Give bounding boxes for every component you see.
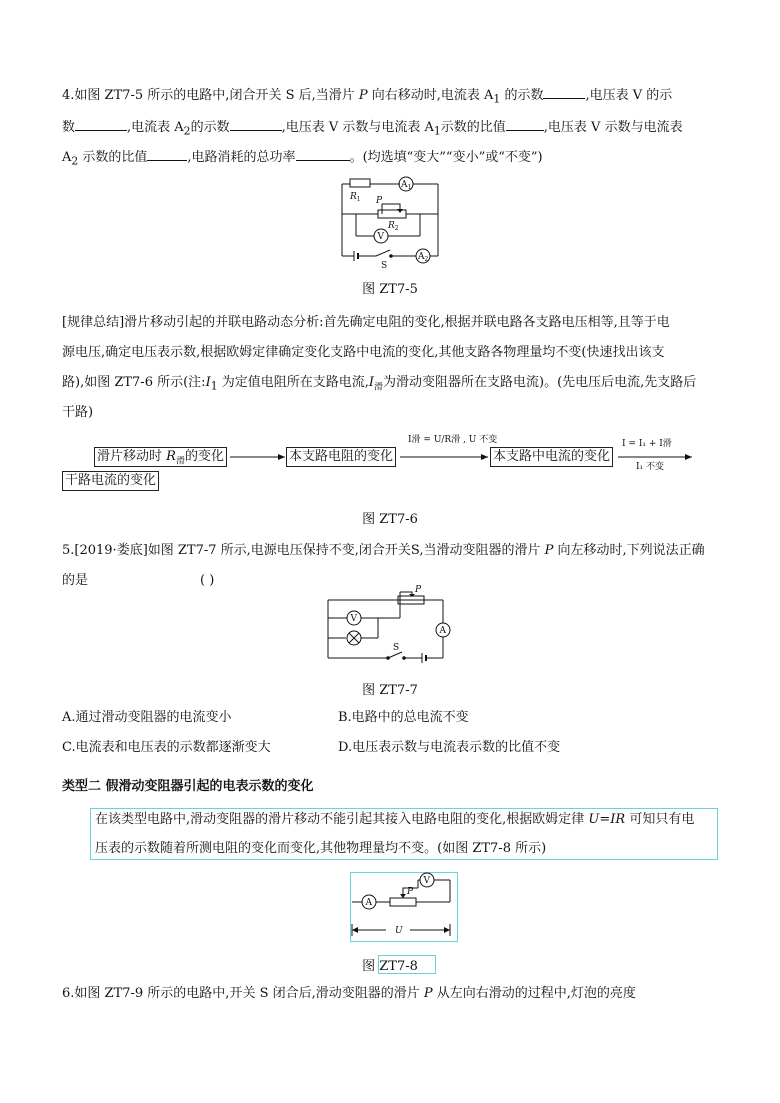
flow-box-slider-resistance-change: 滑片移动时 $R_滑$的变化	[94, 447, 227, 467]
figure-caption: 图 ZT7-7	[362, 683, 418, 698]
summary-line-2: 源电压,确定电压表示数,根据欧姆定律确定变化支路中电流的变化,其他支路各物理量均不变(快速找出该支	[62, 345, 665, 360]
svg-text:S: S	[393, 643, 400, 653]
figure-caption: 图 ZT7-8	[362, 959, 418, 974]
svg-text:A: A	[365, 898, 372, 908]
option-a[interactable]: A.通过滑动变阻器的电流变小	[62, 710, 232, 725]
q4-line-1: 4.如图 ZT7-5 所示的电路中,闭合开关 S 后,当滑片 P 向右移动时,电流表 $A_1$ 的示数 ,电压表 V 的示	[62, 84, 672, 110]
svg-text:P: P	[376, 196, 383, 206]
svg-text:R1: $R_1$	[350, 192, 361, 203]
circuit-figure-zt7-5	[330, 172, 450, 272]
explanation-line-2: 压表的示数随着所测电阻的变化而变化,其他物理量均不变。(如图 ZT7-8 所示)	[95, 841, 547, 856]
summary-line-1: [规律总结]滑片移动引起的并联电路动态分析:首先确定电阻的变化,根据并联电路各支路电压相等,且等于电	[62, 315, 670, 330]
svg-text:U: U	[395, 926, 403, 936]
svg-text:A: A	[439, 626, 446, 636]
summary-line-3: 路),如图 ZT7-6 所示(注$:I_1$ 为定值电阻所在支路电流$,I_滑$为滑动变阻器所在支路电流)。(先电压后电流,先支路后	[62, 375, 697, 393]
section-heading-type-2: 类型二 假滑动变阻器引起的电表示数的变化	[62, 779, 314, 794]
circuit-figure-zt7-8	[350, 872, 456, 940]
q5-line-2: 的是 ( )	[62, 571, 88, 591]
option-b[interactable]: B.电路中的总电流不变	[338, 710, 469, 725]
answer-blank[interactable]	[543, 84, 585, 99]
figure-caption: 图 ZT7-5	[362, 282, 418, 297]
answer-blank[interactable]	[506, 116, 544, 131]
flow-arrow-label-total-current: I = I₁ + I滑	[622, 439, 672, 449]
explanation-line-1: 在该类型电路中,滑动变阻器的滑片移动不能引起其接入电路电阻的变化,根据欧姆定律 U=IR 可知只有电	[95, 812, 695, 827]
svg-text:P: P	[407, 887, 414, 897]
option-d[interactable]: D.电压表示数与电流表示数的比值不变	[338, 740, 561, 755]
answer-blank[interactable]	[296, 146, 350, 161]
svg-text:R2: $R_2$	[388, 221, 399, 232]
svg-text:A2: $A_2$	[418, 252, 429, 263]
svg-text:V: V	[350, 614, 357, 624]
flow-arrow-label-i1-constant: I₁ 不变	[636, 462, 665, 472]
svg-text:V: V	[423, 876, 430, 886]
q4-line-2: 数 ,电流表 $A_2$的示数 ,电压表 V 示数与电流表 $A_1$示数的比值 ,电压表 V 示数与电流表	[62, 116, 683, 142]
flow-arrow-label-ohms-law: I滑 = U/R滑 , U 不变	[408, 435, 498, 445]
svg-text:P: P	[415, 585, 422, 595]
svg-text:A1: $A_1$	[401, 180, 412, 191]
answer-blank[interactable]	[230, 116, 282, 131]
answer-blank[interactable]	[147, 146, 187, 161]
answer-parentheses[interactable]: ( )	[200, 573, 215, 588]
answer-blank[interactable]	[75, 116, 127, 131]
q6-line-1: 6.如图 ZT7-9 所示的电路中,开关 S 闭合后,滑动变阻器的滑片 P 从左向右滑动的过程中,灯泡的亮度	[62, 986, 636, 1001]
svg-text:S: S	[381, 261, 388, 271]
summary-line-4: 干路)	[62, 405, 94, 420]
option-c[interactable]: C.电流表和电压表的示数都逐渐变大	[62, 740, 271, 755]
svg-text:V: V	[377, 232, 384, 242]
circuit-figure-zt7-7	[318, 585, 468, 668]
q5-line-1: 5.[2019·娄底]如图 ZT7-7 所示,电源电压保持不变,闭合开关S,当滑动变阻器的滑片 P 向左移动时,下列说法正确	[62, 543, 705, 558]
figure-caption: 图 ZT7-6	[362, 512, 418, 527]
q4-line-3: $A_2$ 示数的比值 ,电路消耗的总功率 。(均选填“变大”“变小”或“不变”)	[62, 146, 543, 172]
flow-box-branch-current-change: 本支路中电流的变化	[490, 447, 613, 467]
flow-box-branch-resistance-change: 本支路电阻的变化	[286, 447, 396, 467]
flow-box-main-current-change: 干路电流的变化	[62, 471, 159, 491]
